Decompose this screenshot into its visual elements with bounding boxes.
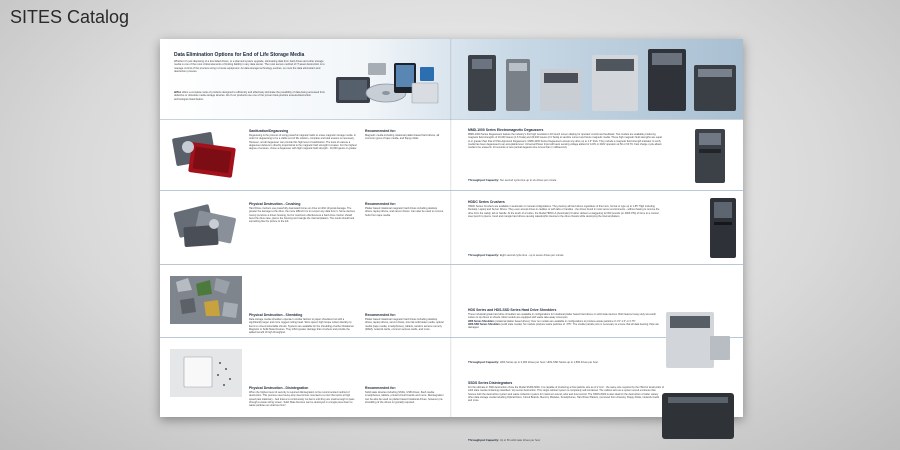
hds-ssd-series-label: HDS-SSD Series Shredders [468, 322, 501, 326]
method-title: Physical Destruction - Shredding [249, 313, 303, 317]
series-title: SSDS Series Disintegrators [468, 381, 513, 385]
disintegrated-media-photo [170, 345, 242, 400]
banner-brand-text [174, 91, 326, 101]
capacity-label: Throughput Capacity: [468, 438, 500, 442]
method-title: Sanitization/Degaussing [249, 129, 289, 133]
throughput-capacity [468, 438, 540, 442]
method-description: Hard Drive crushers use powerfully downward forces on drive to inflict physical damage. The greater the damage to the drive, the more difficult it is to recover any data from it. Some devices merely puncture a drives housing, but for maximum effectiveness a hard drive crusher should bend the drive case, pierce the housing and mangle the internal platters. The result should look something like the picture to the left. [249, 207, 355, 224]
recommended-description: Solid state devices including SSDs, USB drives, flash media, smartphones, tablets, printed circuit boards and more. Disintegration can be also be used on platter based rotational drives, however pre-shredding of the drives is typically required. [365, 391, 444, 405]
series-description: For the ultimate in SSD destruction chose the Model SSDS-6000. It is capable of producing a final particle size as of 2 mm! - the same size required by the NSA for destruction of solid state media containing classified / top secret destruction. This single cabinet system is completely self-contained. The cabinet acts as a system sound enclosure that houses both the destruction system and waste collection system for maximum sound, odor and dust control. The SSDS-6000 is also ideal for the destruction of wider variety other data storage media including Optical Discs, Circuit Boards, Memory Modules, Smartphones, Hard Drive Platters, (removed from chassis), Floppy Disks, Network Cards and more. [468, 386, 664, 403]
series-title: HDS Series and HDS-SSD Series Hard Drive Shredders [468, 308, 557, 312]
capacity-value: Ten second cycle time up to six drives per minute [499, 179, 557, 182]
series-title: MMD-1000 Series Electromagnetic Degaussers [468, 128, 544, 132]
catalog-brochure [160, 39, 743, 442]
method-title: Physical Destruction - Crushing [249, 202, 301, 206]
capacity-label: Throughput Capacity: [468, 178, 500, 182]
degausser-machine-photo [693, 127, 727, 185]
capacity-value: HDS Series up to 3,000 drives per hour; HDS-SSD Series up to 1,500 drives per hour [499, 361, 599, 364]
storage-media-illustration [328, 55, 443, 115]
recommended-description: Platter based rotational magnetic hard drives including desktop drives, laptop drives, and server drives. Can also be used to remove hubs from tape media. [365, 207, 444, 217]
banner-intro-text: Whether it's just disposing of a few failed drives, or a planned system upgrade, eliminating data from hard drives and other storage media is one of the most critical elements of limiting liability in any data center. The most secure method of IT asset destruction is to manage control of the process using in-house equipment. As data storage technology evolves, so must the data elimination and destruction process. [174, 60, 325, 74]
recommended-title: Recommended for: [365, 202, 396, 206]
hds-ssd-series-text: (solid state media): Six models produce waste particles of .375". The smaller particle size is necessary to ensure that all data bearing chips are damaged. [468, 322, 659, 330]
banner-brand-paragraph: offers a complete suite of products designed to efficiently and effectively eliminate the possibility of data being accessed from defective or obsolete media storage devices. All of our products use one of the proven best-practice erasure/destruction technologies listed below. [174, 91, 326, 101]
method-description: Degaussing is the process of using powerful magnetic fields to erase magnetic storage media. In order for degaussing to be a viable end of life solution, complete and total erasure is necessary. However, not all degausser can provide this high level of sanitization. The level of erasure a degausser delivers is directly proportional to the magnetic field strength it creates. For the highest degree of erasure, chose a degausser with high magnetic field strength - 16,000 gauss or greater. [249, 134, 357, 151]
equipment-lineup-illustration [460, 43, 740, 117]
method-description: When the highest level of security is required disintegration is the recommended method of destruction. This process uses heavy-duty steel knives mounted to a rotor that spins at high speed past stationary - bed knives to continuously cut items until they are small enough to pass through a waste sizing screen. Solid State Devices can be destroyed in a single pass down to waste particles as small as 2mm! [249, 391, 355, 408]
disintegrator-machine-photo [658, 387, 738, 443]
catalog-row-shredding [160, 266, 743, 364]
catalog-row-disintegration [160, 339, 743, 442]
hds-series-text: (rotational platter based drives): Over ten models are available in configurations to produce waste particles of 1.5"-1.0" or 0.75". [495, 319, 637, 323]
method-title: Physical Destruction - Disintegration [249, 386, 309, 390]
page-title: SITES Catalog [10, 7, 130, 27]
recommended-description: Magnetic media including rotational platter-based hard drives, all common types of tape media, and floppy disks. [365, 134, 440, 141]
series-description [468, 313, 664, 329]
series-title: HDDC Series Crushers [468, 200, 505, 204]
capacity-value: Up to 50 solid state drives per hour [499, 439, 541, 442]
method-description: Data storage media shredders operate in similar fashion to paper shredders but with a significantly larger and more rugged cutting head. Slow speed, high torque cutters literally rip items to unreconstructable shreds. Systems are available for the shredding of either Rotational Magnetic or Solid State Devices. They inflict greater damage than crushers and provide the added benefit of high throughput. [249, 318, 354, 335]
recommended-title: Recommended for: [365, 313, 396, 317]
hds-series-label: HDS Series Shredders [468, 319, 495, 323]
degaussed-drives-photo [170, 127, 242, 182]
catalog-row-crushing [160, 192, 743, 265]
shredded-drives-photo [170, 272, 242, 327]
capacity-label: Throughput Capacity: [468, 360, 500, 364]
throughput-capacity [468, 253, 563, 257]
recommended-description: Platter based rotational magnetic hard drives including desktop drives, laptop drives, server drives, low risk solid state media, optical media (tape media, smartphones), tablets, random access memory (RAM), network cards, common access cards, and more. [365, 318, 444, 332]
catalog-row-degaussing [160, 121, 743, 191]
recommended-title: Recommended for: [365, 129, 396, 133]
capacity-value: Eight second cycle time - up to seven drives per minute [499, 254, 564, 257]
series-description: MMD-1000 Series Degaussers feature the industry's first high resolution LCD touch screen display for operator control and feedback. Two models are available producing magnetic field strengths of 16,000 Gauss (1.6 Tesla) and 20,000 Gauss (2.0 Tesla) to sanitize current and future magnetic media. These high magnetic field strengths are equal to or greater than that of NSA-Approved Degaussers. MMD-1000 Series Degaussers accept any drive up to 1.6" thick. They include a magnetic field strength indicator to verify media has been degaussed to an acceptable level. Universal Power Input with auto sensing voltage allows for 120V or 240V operation at 50 or 60 Hz. Fast charge cycle allows media to be erased in 10 seconds or less (actual degauss time is less than 1 millisecond). [468, 133, 662, 150]
capacity-label: Throughput Capacity: [468, 253, 500, 257]
banner-title: Data Elimination Options for End of Life Storage Media [174, 52, 305, 58]
throughput-capacity [468, 178, 556, 182]
crusher-machine-photo [708, 196, 738, 260]
crushed-drives-photo [170, 198, 242, 253]
brand-name: allTec [174, 91, 182, 94]
recommended-title: Recommended for: [365, 386, 396, 390]
series-description: HDDC Series Crushers are available in automatic or manual configurations. They destroy all hard drives regardless of their size, format or type up to 1.85" High including Desktop, Laptop and Server Drives. They even accept drives in caddies or with tabs or handles - the drives found in most server environments - without having to remove the drive from the caddy, tab or handle. At the touch of a button, the Model HDDC-A (Automatic) Crusher delivers a staggering 12,000 pounds (or 490K PSI) of force to a conical steel punch to pierce, bend and mangle hard drives causing catastrophic trauma to the drive chassis while destroying the internal platters. [468, 205, 660, 218]
series-description-intro: These industrial grade hard drive shredders are available in configurations for rotational platter based hard drives or solid state devices. Both feature heavy-duty two-tooth cutters to rip drives to shreds. Most models are equipped with waste take-away conveyors. [468, 313, 656, 320]
